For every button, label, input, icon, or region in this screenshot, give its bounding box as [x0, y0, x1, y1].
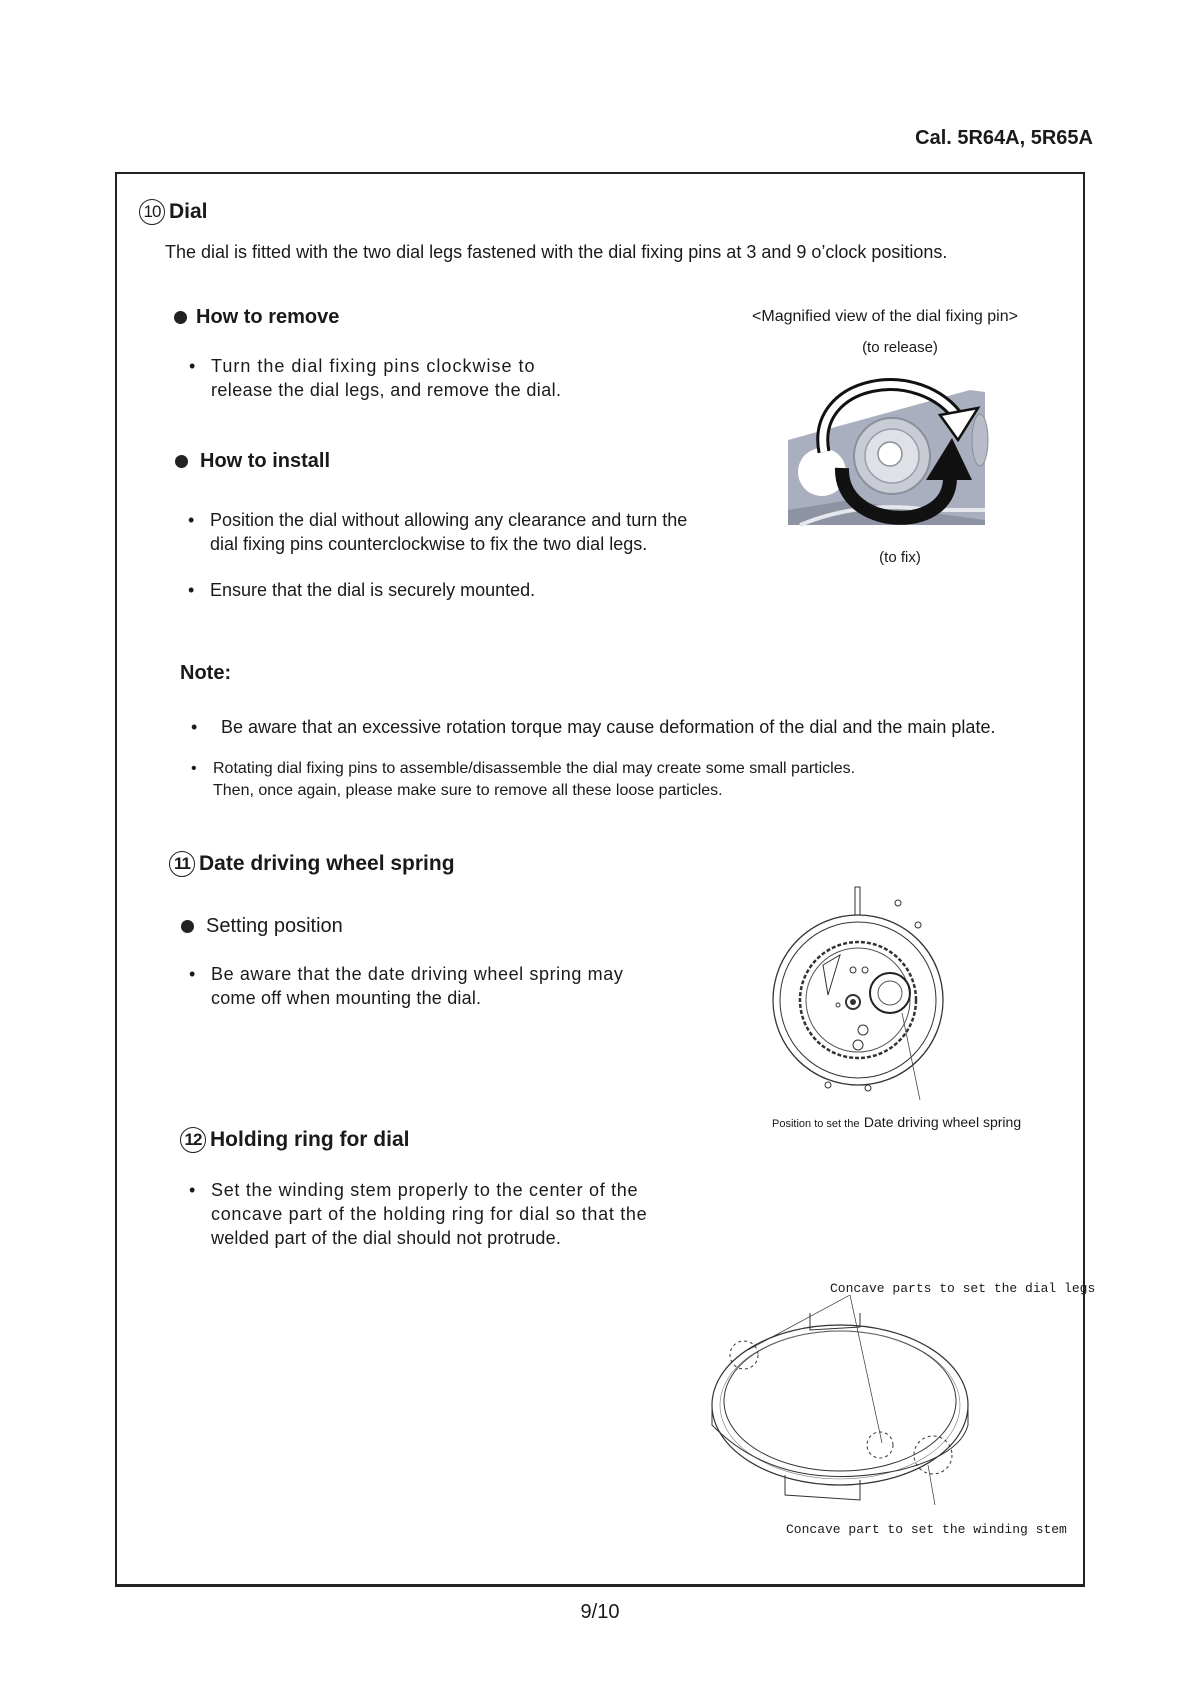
bullet-line: dial fixing pins counterclockwise to fix the two dial legs.	[210, 534, 648, 554]
how-to-remove-heading	[174, 306, 339, 329]
bullet-icon: •	[188, 510, 195, 530]
holding-ring-illustration	[700, 1295, 980, 1505]
figure-caption-dial-pin: <Magnified view of the dial fixing pin>	[752, 308, 1018, 325]
bullet-icon: •	[189, 964, 196, 984]
note-heading: Note:	[180, 662, 232, 684]
bullet-line: concave part of the holding ring for dial so that the	[211, 1204, 648, 1224]
section-11-heading	[169, 851, 455, 877]
bullet-icon: •	[191, 760, 197, 777]
how-to-install-heading	[175, 450, 330, 473]
bullet-icon: •	[189, 1180, 197, 1200]
bullet-line: Be aware that an excessive rotation torque may cause deformation of the dial and the main plate.	[221, 717, 996, 737]
install-bullet-1	[188, 508, 748, 556]
bullet-line: come off when mounting the dial.	[211, 988, 482, 1008]
note-bullet-2	[191, 758, 1091, 802]
bullet-line: Turn the dial fixing pins clockwise to	[211, 356, 536, 376]
note-bullet-1	[191, 715, 1091, 739]
section-title: Holding ring for dial	[210, 1128, 410, 1151]
label-main: Date driving wheel spring	[863, 1114, 1022, 1130]
section-number-badge: 10	[139, 199, 165, 225]
section-12-bullet	[189, 1178, 709, 1250]
label-prefix: Position to set the	[772, 1118, 860, 1130]
section-title: Date driving wheel spring	[199, 852, 455, 875]
subheading-label: How to install	[200, 450, 330, 472]
bullet-line: release the dial legs, and remove the dial.	[211, 380, 562, 400]
movement-illustration	[768, 885, 948, 1100]
section-title: Dial	[169, 200, 208, 223]
section-12-heading	[180, 1127, 409, 1153]
dial-fixing-pin-illustration	[780, 360, 990, 530]
label-concave-dial-legs: Concave parts to set the dial legs	[830, 1281, 1096, 1296]
bullet-line: Position the dial without allowing any clearance and turn the	[210, 510, 688, 530]
bullet-dot-icon	[174, 311, 187, 324]
label-to-release: (to release)	[862, 339, 938, 356]
section-number-badge: 12	[180, 1127, 206, 1153]
page-number: 9/10	[580, 1601, 620, 1623]
bullet-line: Then, once again, please make sure to remove all these loose particles.	[213, 782, 723, 799]
spring-position-label	[772, 1114, 1021, 1132]
setting-position-heading	[181, 915, 343, 938]
remove-bullet	[189, 354, 689, 402]
bullet-icon: •	[188, 580, 195, 600]
bullet-dot-icon	[175, 455, 188, 468]
bullet-dot-icon	[181, 920, 194, 933]
subheading-label: Setting position	[206, 915, 343, 937]
label-concave-winding-stem: Concave part to set the winding stem	[786, 1522, 1067, 1537]
subheading-label: How to remove	[196, 306, 340, 328]
document-model-title: Cal. 5R64A, 5R65A	[915, 127, 1093, 149]
section-11-bullet	[189, 962, 709, 1010]
bullet-line: Ensure that the dial is securely mounted.	[210, 580, 536, 600]
install-bullet-2	[188, 578, 748, 602]
section-10-heading	[139, 199, 208, 225]
bullet-icon: •	[191, 717, 198, 737]
section-10-intro: The dial is fitted with the two dial legs fastened with the dial fixing pins at 3 and 9 o’clock positions.	[165, 242, 948, 262]
bullet-icon: •	[189, 356, 197, 376]
bullet-line: Rotating dial fixing pins to assemble/disassemble the dial may create some small particles.	[213, 760, 856, 777]
bullet-line: welded part of the dial should not protrude.	[211, 1228, 562, 1248]
section-number-badge: 11	[169, 851, 195, 877]
bullet-line: Be aware that the date driving wheel spring may	[211, 964, 624, 984]
label-to-fix: (to fix)	[879, 549, 921, 566]
bullet-line: Set the winding stem properly to the center of the	[211, 1180, 639, 1200]
